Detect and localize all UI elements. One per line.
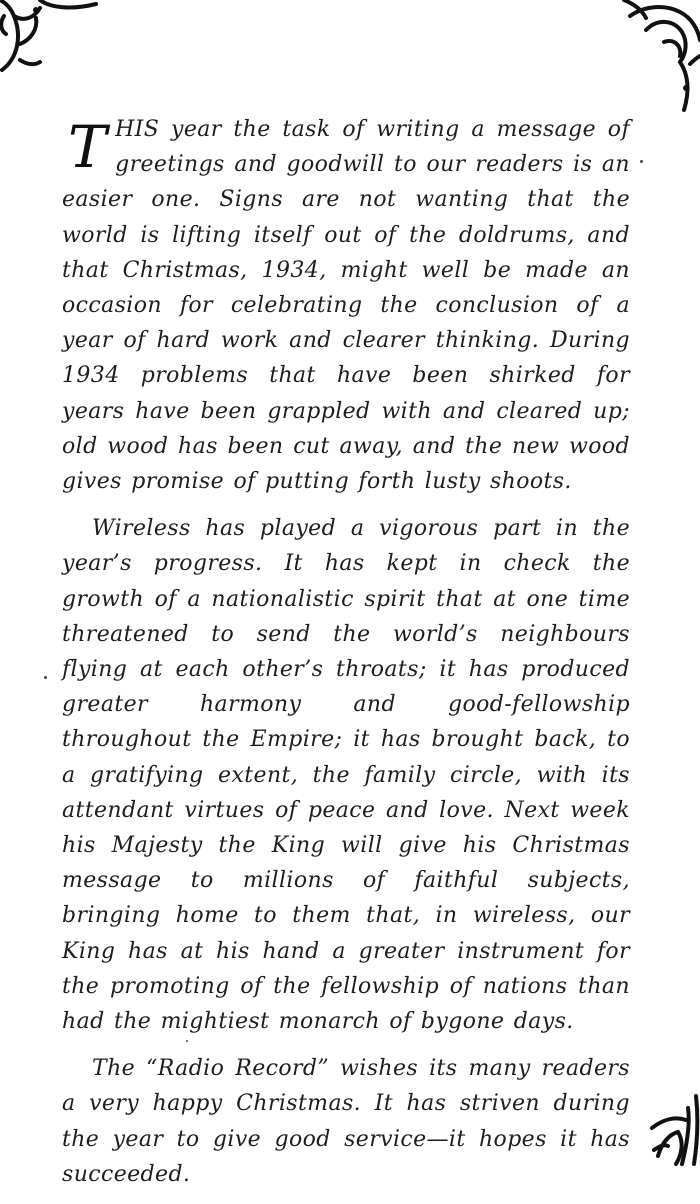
print-speck bbox=[44, 676, 47, 679]
message-text bbox=[62, 112, 630, 1204]
print-speck bbox=[640, 160, 643, 163]
paragraph-1-text: year the task of writing a message of greetings and goodwill to our readers is an easier one. Signs are not wanting that the world is lifting itself out of the doldrums, and that Christmas, 1934, might well be made an occasion for celebrating the conclusion of a year of hard work and clearer thinking. During 1934 problems that have been shirked for years have been grappled with and cleared up; old wood has been cut away, and the new wood gives promise of putting forth lusty shoots. bbox=[62, 117, 630, 495]
holly-corner-top-left-icon bbox=[0, 0, 110, 80]
paragraph-christmas-wishes: The “Radio Record” wishes its many readers a very happy Christmas. It has striven during the year to give good service—it hopes it has succeeded. bbox=[62, 1056, 630, 1187]
paragraph-wireless: Wireless has played a vigorous part in the year’s progress. It has kept in check the growth of a nationalistic spirit that at one time threatened to send the world’s neighbours flying at each other’s throats; it has produced greater harmony and good-fellowship throughout the Empire; it has brought back, to a gratifying extent, the family circle, with its attendant virtues of peace and love. Next week his Majesty the King will give his Christmas message to millions of faithful subjects, bringing home to them that, in wireless, our King has at his hand a greater instrument for the promoting of the fellowship of nations than had the mightiest monarch of bygone days. bbox=[62, 516, 630, 1035]
drop-cap: T bbox=[68, 113, 108, 181]
holly-corner-bottom-right-icon bbox=[648, 1094, 700, 1166]
holly-corner-top-right-icon bbox=[624, 0, 700, 120]
paragraph-greeting bbox=[62, 112, 630, 499]
lead-word: HIS bbox=[115, 117, 160, 142]
